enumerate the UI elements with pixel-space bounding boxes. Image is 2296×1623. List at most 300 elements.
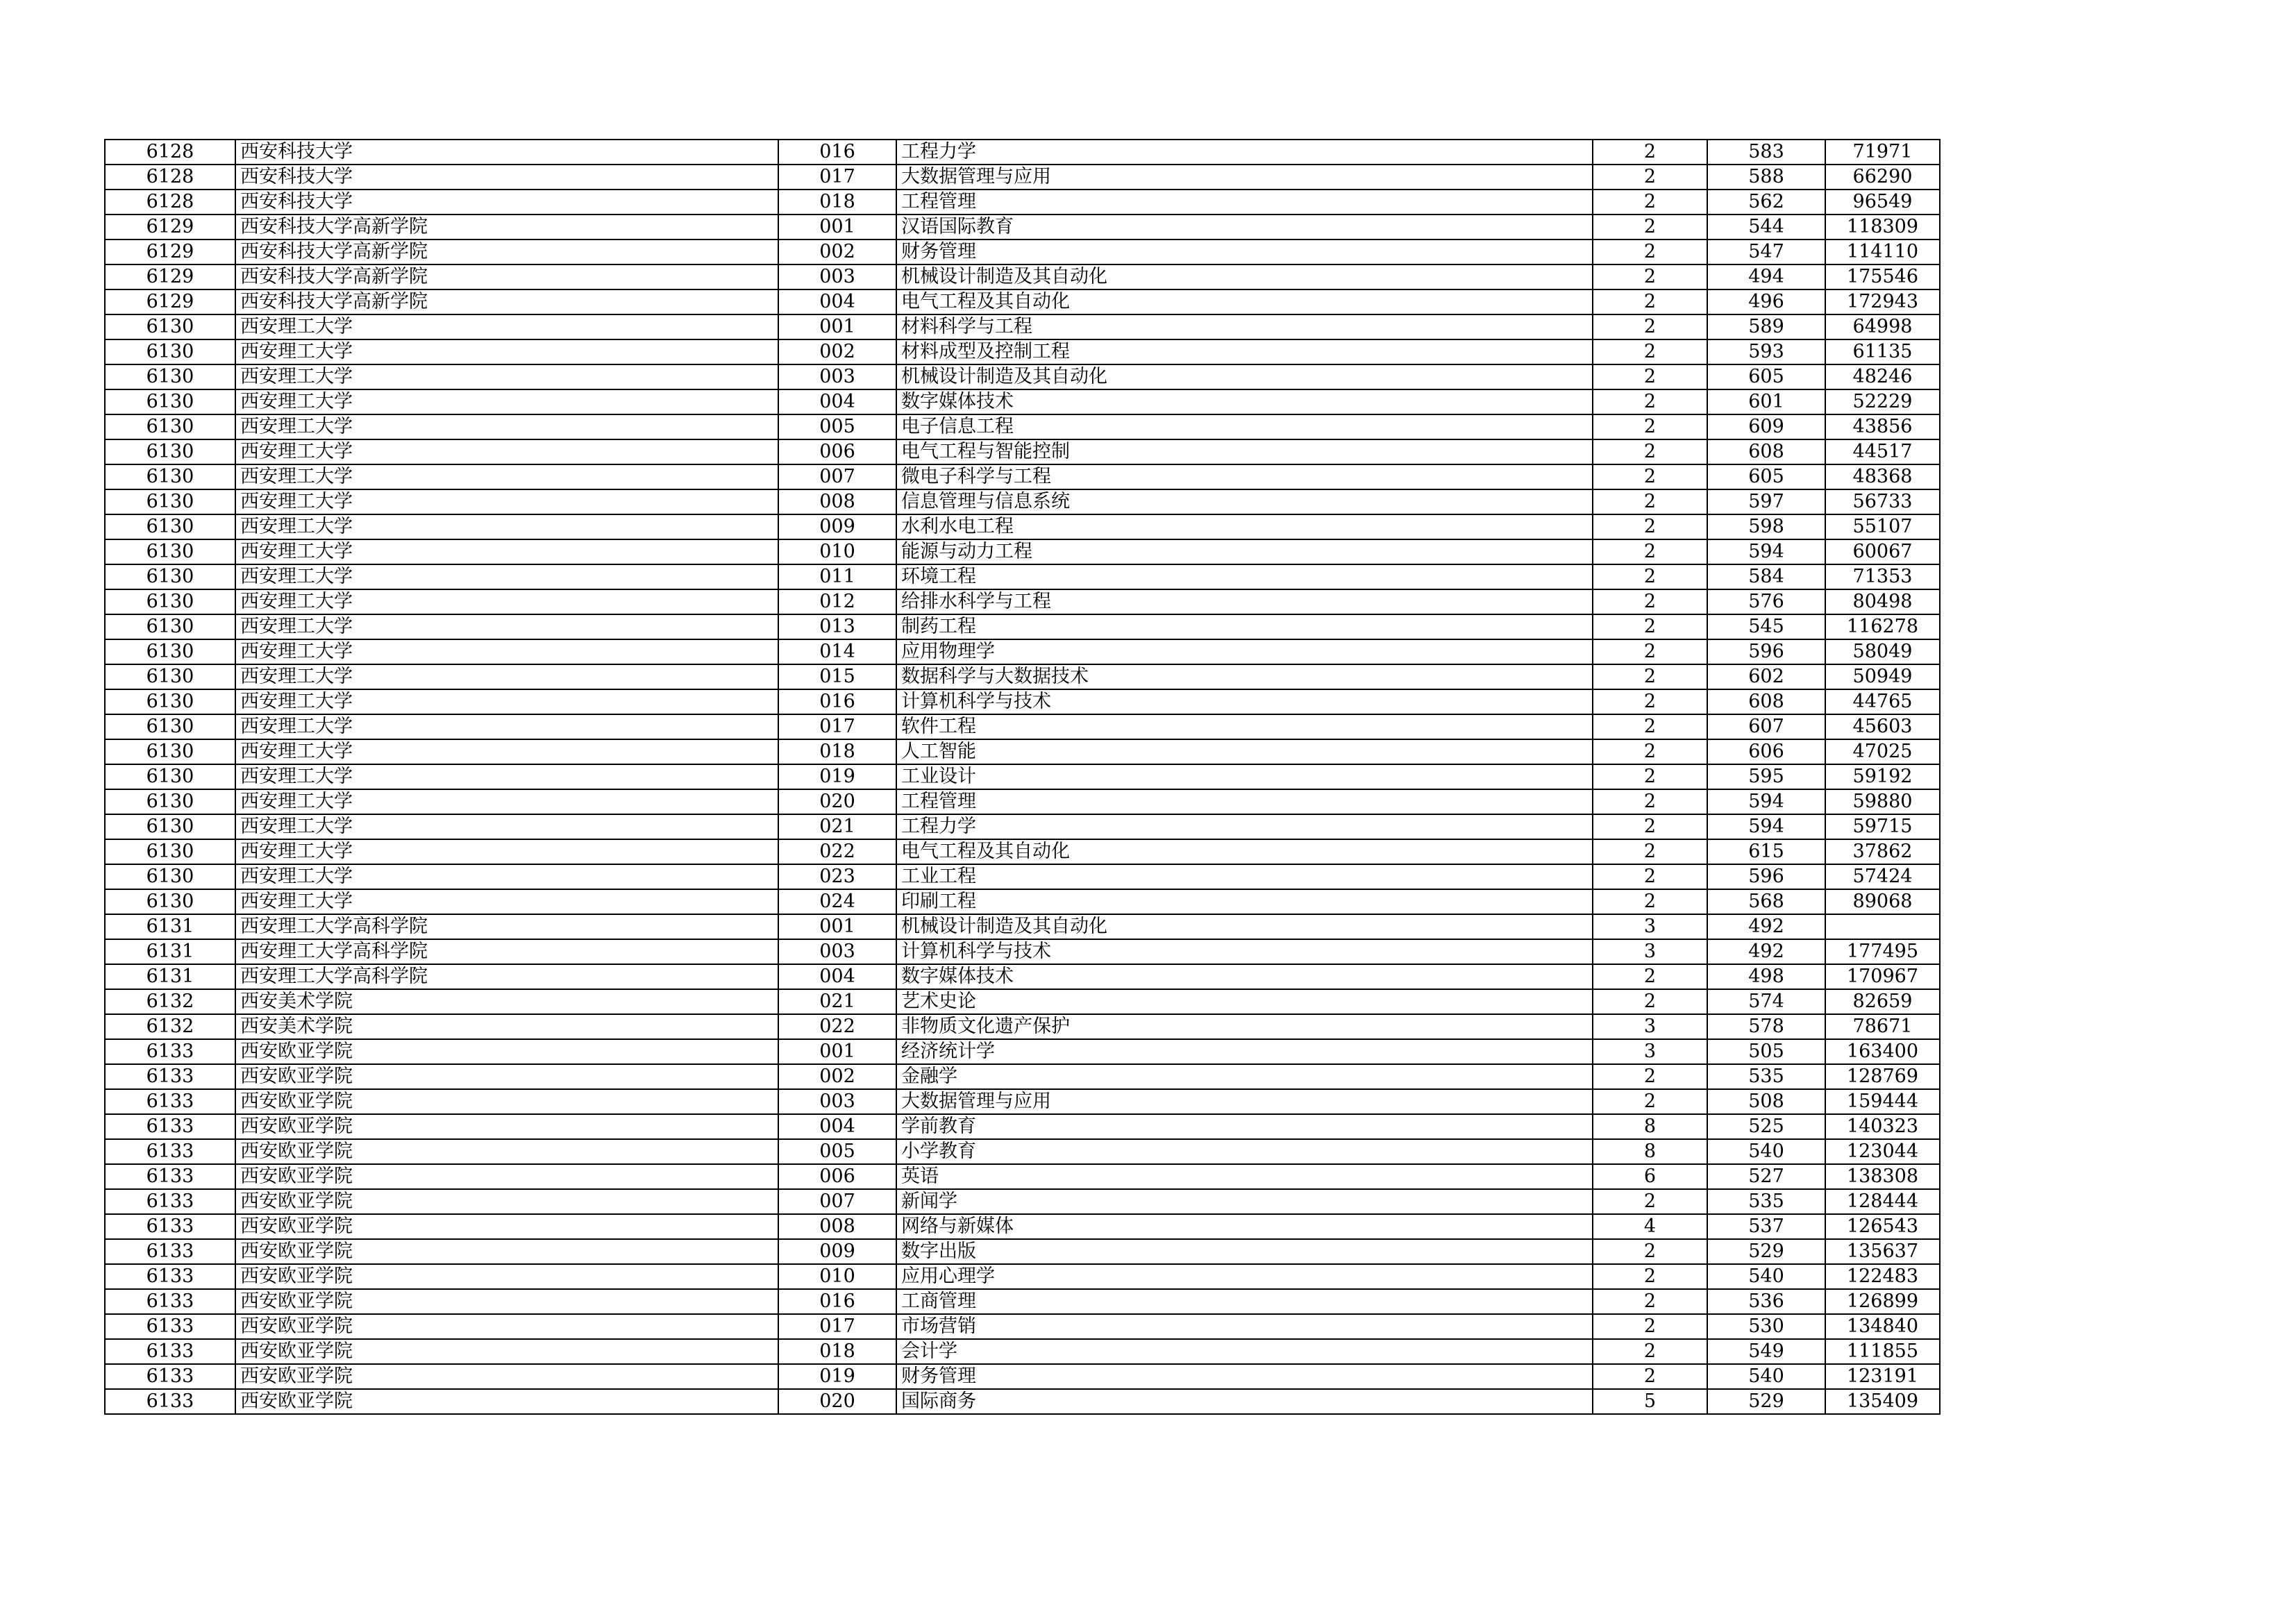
major-name-cell: 经济统计学 <box>896 1039 1593 1064</box>
school-name-cell: 西安理工大学 <box>235 514 778 539</box>
school-code-cell: 6132 <box>105 989 235 1014</box>
plan-count-cell: 2 <box>1593 364 1707 389</box>
major-code-cell: 003 <box>778 264 896 289</box>
major-code-cell: 018 <box>778 739 896 764</box>
school-name-cell: 西安欧亚学院 <box>235 1239 778 1264</box>
min-rank-cell: 128769 <box>1825 1064 1940 1089</box>
major-name-cell: 工程力学 <box>896 140 1593 165</box>
table-row <box>105 1314 1940 1339</box>
min-score-cell: 568 <box>1707 889 1825 914</box>
plan-count-cell: 2 <box>1593 389 1707 414</box>
school-code-cell: 6133 <box>105 1364 235 1389</box>
school-code-cell: 6132 <box>105 1014 235 1039</box>
major-code-cell: 004 <box>778 389 896 414</box>
table-row <box>105 1289 1940 1314</box>
major-code-cell: 010 <box>778 539 896 564</box>
school-name-cell: 西安欧亚学院 <box>235 1214 778 1239</box>
school-code-cell: 6130 <box>105 714 235 739</box>
plan-count-cell: 2 <box>1593 1264 1707 1289</box>
major-name-cell: 英语 <box>896 1164 1593 1189</box>
min-rank-cell: 71971 <box>1825 140 1940 165</box>
min-rank-cell: 44517 <box>1825 439 1940 464</box>
school-name-cell: 西安欧亚学院 <box>235 1189 778 1214</box>
plan-count-cell: 2 <box>1593 1364 1707 1389</box>
table-row <box>105 1214 1940 1239</box>
table-row <box>105 215 1940 239</box>
table-row <box>105 514 1940 539</box>
plan-count-cell: 2 <box>1593 140 1707 165</box>
major-code-cell: 013 <box>778 614 896 639</box>
min-score-cell: 544 <box>1707 215 1825 239</box>
school-name-cell: 西安理工大学 <box>235 439 778 464</box>
plan-count-cell: 5 <box>1593 1389 1707 1414</box>
school-code-cell: 6130 <box>105 439 235 464</box>
min-rank-cell: 128444 <box>1825 1189 1940 1214</box>
plan-count-cell: 2 <box>1593 564 1707 589</box>
min-rank-cell: 47025 <box>1825 739 1940 764</box>
school-code-cell: 6133 <box>105 1389 235 1414</box>
plan-count-cell: 2 <box>1593 264 1707 289</box>
min-rank-cell: 66290 <box>1825 165 1940 190</box>
min-score-cell: 597 <box>1707 489 1825 514</box>
school-code-cell: 6128 <box>105 165 235 190</box>
min-rank-cell: 57424 <box>1825 864 1940 889</box>
major-code-cell: 022 <box>778 1014 896 1039</box>
table-row <box>105 1239 1940 1264</box>
school-code-cell: 6130 <box>105 789 235 814</box>
table-row <box>105 414 1940 439</box>
major-name-cell: 会计学 <box>896 1339 1593 1364</box>
min-score-cell: 529 <box>1707 1389 1825 1414</box>
major-name-cell: 汉语国际教育 <box>896 215 1593 239</box>
major-code-cell: 003 <box>778 939 896 964</box>
major-code-cell: 008 <box>778 1214 896 1239</box>
plan-count-cell: 2 <box>1593 239 1707 264</box>
min-score-cell: 605 <box>1707 464 1825 489</box>
plan-count-cell: 2 <box>1593 864 1707 889</box>
plan-count-cell: 6 <box>1593 1164 1707 1189</box>
min-score-cell: 589 <box>1707 314 1825 339</box>
min-rank-cell: 64998 <box>1825 314 1940 339</box>
table-row <box>105 314 1940 339</box>
table-row <box>105 889 1940 914</box>
major-name-cell: 机械设计制造及其自动化 <box>896 364 1593 389</box>
table-row <box>105 589 1940 614</box>
major-code-cell: 004 <box>778 289 896 314</box>
table-row <box>105 1064 1940 1089</box>
min-score-cell: 508 <box>1707 1089 1825 1114</box>
school-code-cell: 6130 <box>105 339 235 364</box>
plan-count-cell: 2 <box>1593 1064 1707 1089</box>
min-score-cell: 540 <box>1707 1139 1825 1164</box>
min-score-cell: 583 <box>1707 140 1825 165</box>
major-name-cell: 财务管理 <box>896 239 1593 264</box>
school-name-cell: 西安美术学院 <box>235 989 778 1014</box>
school-name-cell: 西安科技大学高新学院 <box>235 215 778 239</box>
min-score-cell: 607 <box>1707 714 1825 739</box>
school-name-cell: 西安欧亚学院 <box>235 1264 778 1289</box>
min-score-cell: 602 <box>1707 664 1825 689</box>
major-code-cell: 022 <box>778 839 896 864</box>
school-code-cell: 6130 <box>105 639 235 664</box>
plan-count-cell: 2 <box>1593 964 1707 989</box>
major-name-cell: 计算机科学与技术 <box>896 689 1593 714</box>
school-name-cell: 西安理工大学 <box>235 539 778 564</box>
table-row <box>105 439 1940 464</box>
school-name-cell: 西安欧亚学院 <box>235 1089 778 1114</box>
plan-count-cell: 2 <box>1593 889 1707 914</box>
table-row <box>105 464 1940 489</box>
major-code-cell: 009 <box>778 514 896 539</box>
table-row <box>105 964 1940 989</box>
school-code-cell: 6130 <box>105 764 235 789</box>
major-code-cell: 012 <box>778 589 896 614</box>
min-score-cell: 527 <box>1707 1164 1825 1189</box>
school-code-cell: 6130 <box>105 864 235 889</box>
school-name-cell: 西安理工大学 <box>235 464 778 489</box>
plan-count-cell: 2 <box>1593 664 1707 689</box>
major-code-cell: 002 <box>778 339 896 364</box>
school-code-cell: 6133 <box>105 1264 235 1289</box>
major-name-cell: 环境工程 <box>896 564 1593 589</box>
school-code-cell: 6133 <box>105 1239 235 1264</box>
major-name-cell: 微电子科学与工程 <box>896 464 1593 489</box>
major-code-cell: 017 <box>778 165 896 190</box>
admission-table <box>104 139 1941 1415</box>
min-score-cell: 498 <box>1707 964 1825 989</box>
school-name-cell: 西安理工大学 <box>235 364 778 389</box>
table-row <box>105 939 1940 964</box>
plan-count-cell: 2 <box>1593 1339 1707 1364</box>
min-rank-cell: 60067 <box>1825 539 1940 564</box>
table-row <box>105 839 1940 864</box>
school-code-cell: 6130 <box>105 814 235 839</box>
plan-count-cell: 3 <box>1593 914 1707 939</box>
school-name-cell: 西安欧亚学院 <box>235 1114 778 1139</box>
school-code-cell: 6133 <box>105 1214 235 1239</box>
major-code-cell: 017 <box>778 714 896 739</box>
major-name-cell: 印刷工程 <box>896 889 1593 914</box>
min-rank-cell: 111855 <box>1825 1339 1940 1364</box>
major-code-cell: 004 <box>778 964 896 989</box>
major-name-cell: 材料科学与工程 <box>896 314 1593 339</box>
major-name-cell: 市场营销 <box>896 1314 1593 1339</box>
min-score-cell: 596 <box>1707 639 1825 664</box>
plan-count-cell: 8 <box>1593 1114 1707 1139</box>
min-score-cell: 596 <box>1707 864 1825 889</box>
plan-count-cell: 2 <box>1593 514 1707 539</box>
plan-count-cell: 2 <box>1593 1314 1707 1339</box>
major-name-cell: 数字媒体技术 <box>896 389 1593 414</box>
table-body <box>105 140 1940 1414</box>
min-rank-cell: 78671 <box>1825 1014 1940 1039</box>
min-rank-cell: 59880 <box>1825 789 1940 814</box>
major-code-cell: 020 <box>778 1389 896 1414</box>
table-row <box>105 1114 1940 1139</box>
plan-count-cell: 2 <box>1593 714 1707 739</box>
school-name-cell: 西安理工大学 <box>235 839 778 864</box>
plan-count-cell: 2 <box>1593 789 1707 814</box>
min-rank-cell: 59715 <box>1825 814 1940 839</box>
plan-count-cell: 2 <box>1593 689 1707 714</box>
plan-count-cell: 2 <box>1593 989 1707 1014</box>
major-code-cell: 011 <box>778 564 896 589</box>
major-name-cell: 给排水科学与工程 <box>896 589 1593 614</box>
table-row <box>105 1014 1940 1039</box>
table-row <box>105 689 1940 714</box>
major-name-cell: 大数据管理与应用 <box>896 1089 1593 1114</box>
min-score-cell: 609 <box>1707 414 1825 439</box>
plan-count-cell: 2 <box>1593 814 1707 839</box>
plan-count-cell: 2 <box>1593 839 1707 864</box>
major-code-cell: 019 <box>778 1364 896 1389</box>
table-row <box>105 739 1940 764</box>
school-name-cell: 西安欧亚学院 <box>235 1314 778 1339</box>
min-rank-cell: 43856 <box>1825 414 1940 439</box>
school-name-cell: 西安理工大学 <box>235 339 778 364</box>
min-score-cell: 608 <box>1707 689 1825 714</box>
min-rank-cell: 48246 <box>1825 364 1940 389</box>
table-row <box>105 190 1940 215</box>
major-name-cell: 学前教育 <box>896 1114 1593 1139</box>
plan-count-cell: 2 <box>1593 289 1707 314</box>
plan-count-cell: 3 <box>1593 939 1707 964</box>
school-code-cell: 6130 <box>105 464 235 489</box>
school-code-cell: 6130 <box>105 514 235 539</box>
school-code-cell: 6133 <box>105 1039 235 1064</box>
min-score-cell: 547 <box>1707 239 1825 264</box>
major-name-cell: 水利水电工程 <box>896 514 1593 539</box>
plan-count-cell: 2 <box>1593 489 1707 514</box>
min-score-cell: 574 <box>1707 989 1825 1014</box>
school-name-cell: 西安欧亚学院 <box>235 1289 778 1314</box>
school-code-cell: 6133 <box>105 1339 235 1364</box>
table-row <box>105 664 1940 689</box>
school-name-cell: 西安欧亚学院 <box>235 1139 778 1164</box>
min-score-cell: 594 <box>1707 814 1825 839</box>
major-name-cell: 电气工程与智能控制 <box>896 439 1593 464</box>
plan-count-cell: 2 <box>1593 464 1707 489</box>
school-code-cell: 6130 <box>105 839 235 864</box>
school-code-cell: 6133 <box>105 1164 235 1189</box>
major-code-cell: 001 <box>778 215 896 239</box>
min-rank-cell: 134840 <box>1825 1314 1940 1339</box>
school-name-cell: 西安理工大学 <box>235 789 778 814</box>
major-name-cell: 能源与动力工程 <box>896 539 1593 564</box>
min-score-cell: 540 <box>1707 1364 1825 1389</box>
plan-count-cell: 4 <box>1593 1214 1707 1239</box>
min-score-cell: 605 <box>1707 364 1825 389</box>
school-code-cell: 6130 <box>105 389 235 414</box>
table-row <box>105 1339 1940 1364</box>
school-code-cell: 6129 <box>105 289 235 314</box>
plan-count-cell: 2 <box>1593 414 1707 439</box>
major-code-cell: 018 <box>778 1339 896 1364</box>
plan-count-cell: 2 <box>1593 190 1707 215</box>
major-code-cell: 002 <box>778 239 896 264</box>
min-score-cell: 594 <box>1707 539 1825 564</box>
plan-count-cell: 2 <box>1593 1239 1707 1264</box>
plan-count-cell: 8 <box>1593 1139 1707 1164</box>
min-rank-cell: 52229 <box>1825 389 1940 414</box>
school-name-cell: 西安理工大学 <box>235 864 778 889</box>
table-row <box>105 639 1940 664</box>
table-row <box>105 864 1940 889</box>
table-row <box>105 1189 1940 1214</box>
school-name-cell: 西安理工大学高科学院 <box>235 964 778 989</box>
table-row <box>105 364 1940 389</box>
min-rank-cell: 177495 <box>1825 939 1940 964</box>
major-code-cell: 019 <box>778 764 896 789</box>
plan-count-cell: 2 <box>1593 1189 1707 1214</box>
school-name-cell: 西安科技大学 <box>235 140 778 165</box>
school-code-cell: 6130 <box>105 564 235 589</box>
school-code-cell: 6130 <box>105 364 235 389</box>
major-code-cell: 024 <box>778 889 896 914</box>
school-name-cell: 西安科技大学高新学院 <box>235 289 778 314</box>
min-rank-cell: 80498 <box>1825 589 1940 614</box>
min-score-cell: 530 <box>1707 1314 1825 1339</box>
plan-count-cell: 2 <box>1593 165 1707 190</box>
min-rank-cell: 82659 <box>1825 989 1940 1014</box>
school-name-cell: 西安理工大学 <box>235 739 778 764</box>
min-rank-cell: 116278 <box>1825 614 1940 639</box>
min-rank-cell: 126543 <box>1825 1214 1940 1239</box>
major-code-cell: 005 <box>778 1139 896 1164</box>
school-code-cell: 6129 <box>105 239 235 264</box>
major-code-cell: 001 <box>778 314 896 339</box>
school-name-cell: 西安欧亚学院 <box>235 1364 778 1389</box>
school-code-cell: 6130 <box>105 314 235 339</box>
major-code-cell: 003 <box>778 1089 896 1114</box>
min-rank-cell: 170967 <box>1825 964 1940 989</box>
min-rank-cell: 159444 <box>1825 1089 1940 1114</box>
school-code-cell: 6131 <box>105 914 235 939</box>
plan-count-cell: 3 <box>1593 1039 1707 1064</box>
school-code-cell: 6128 <box>105 190 235 215</box>
school-code-cell: 6131 <box>105 939 235 964</box>
min-rank-cell <box>1825 914 1940 939</box>
plan-count-cell: 2 <box>1593 764 1707 789</box>
table-row <box>105 140 1940 165</box>
major-name-cell: 计算机科学与技术 <box>896 939 1593 964</box>
min-rank-cell: 175546 <box>1825 264 1940 289</box>
table-row <box>105 1264 1940 1289</box>
major-name-cell: 信息管理与信息系统 <box>896 489 1593 514</box>
school-name-cell: 西安理工大学 <box>235 639 778 664</box>
school-code-cell: 6130 <box>105 889 235 914</box>
min-score-cell: 595 <box>1707 764 1825 789</box>
table-row <box>105 814 1940 839</box>
min-score-cell: 494 <box>1707 264 1825 289</box>
min-score-cell: 536 <box>1707 1289 1825 1314</box>
school-code-cell: 6133 <box>105 1189 235 1214</box>
table-row <box>105 1039 1940 1064</box>
min-score-cell: 601 <box>1707 389 1825 414</box>
school-code-cell: 6128 <box>105 140 235 165</box>
table-row <box>105 789 1940 814</box>
plan-count-cell: 2 <box>1593 1089 1707 1114</box>
min-score-cell: 492 <box>1707 939 1825 964</box>
table-row <box>105 1389 1940 1414</box>
table-row <box>105 264 1940 289</box>
major-name-cell: 制药工程 <box>896 614 1593 639</box>
major-name-cell: 小学教育 <box>896 1139 1593 1164</box>
school-name-cell: 西安理工大学 <box>235 889 778 914</box>
school-code-cell: 6133 <box>105 1289 235 1314</box>
major-name-cell: 工程力学 <box>896 814 1593 839</box>
major-name-cell: 工程管理 <box>896 789 1593 814</box>
min-score-cell: 529 <box>1707 1239 1825 1264</box>
min-score-cell: 535 <box>1707 1064 1825 1089</box>
plan-count-cell: 2 <box>1593 439 1707 464</box>
school-code-cell: 6129 <box>105 264 235 289</box>
min-score-cell: 594 <box>1707 789 1825 814</box>
min-score-cell: 562 <box>1707 190 1825 215</box>
major-name-cell: 电气工程及其自动化 <box>896 289 1593 314</box>
plan-count-cell: 2 <box>1593 215 1707 239</box>
school-code-cell: 6133 <box>105 1064 235 1089</box>
min-score-cell: 593 <box>1707 339 1825 364</box>
school-name-cell: 西安理工大学 <box>235 714 778 739</box>
plan-count-cell: 2 <box>1593 339 1707 364</box>
school-name-cell: 西安欧亚学院 <box>235 1039 778 1064</box>
major-name-cell: 人工智能 <box>896 739 1593 764</box>
major-name-cell: 应用物理学 <box>896 639 1593 664</box>
table-row <box>105 989 1940 1014</box>
major-code-cell: 023 <box>778 864 896 889</box>
min-rank-cell: 58049 <box>1825 639 1940 664</box>
min-rank-cell: 56733 <box>1825 489 1940 514</box>
min-rank-cell: 89068 <box>1825 889 1940 914</box>
min-rank-cell: 45603 <box>1825 714 1940 739</box>
major-name-cell: 数字媒体技术 <box>896 964 1593 989</box>
min-score-cell: 584 <box>1707 564 1825 589</box>
major-name-cell: 国际商务 <box>896 1389 1593 1414</box>
school-code-cell: 6130 <box>105 739 235 764</box>
school-name-cell: 西安科技大学高新学院 <box>235 239 778 264</box>
min-score-cell: 525 <box>1707 1114 1825 1139</box>
school-code-cell: 6130 <box>105 689 235 714</box>
major-name-cell: 机械设计制造及其自动化 <box>896 914 1593 939</box>
min-rank-cell: 122483 <box>1825 1264 1940 1289</box>
school-name-cell: 西安欧亚学院 <box>235 1164 778 1189</box>
school-name-cell: 西安理工大学高科学院 <box>235 939 778 964</box>
table-row <box>105 764 1940 789</box>
school-name-cell: 西安科技大学 <box>235 165 778 190</box>
min-rank-cell: 55107 <box>1825 514 1940 539</box>
major-code-cell: 020 <box>778 789 896 814</box>
min-rank-cell: 61135 <box>1825 339 1940 364</box>
table-row <box>105 714 1940 739</box>
school-name-cell: 西安理工大学 <box>235 664 778 689</box>
school-name-cell: 西安理工大学 <box>235 414 778 439</box>
table-row <box>105 539 1940 564</box>
min-score-cell: 598 <box>1707 514 1825 539</box>
school-name-cell: 西安理工大学 <box>235 389 778 414</box>
major-name-cell: 数据科学与大数据技术 <box>896 664 1593 689</box>
major-name-cell: 新闻学 <box>896 1189 1593 1214</box>
major-name-cell: 电气工程及其自动化 <box>896 839 1593 864</box>
school-code-cell: 6131 <box>105 964 235 989</box>
major-code-cell: 007 <box>778 1189 896 1214</box>
major-name-cell: 艺术史论 <box>896 989 1593 1014</box>
table-row <box>105 1364 1940 1389</box>
major-code-cell: 016 <box>778 140 896 165</box>
plan-count-cell: 2 <box>1593 614 1707 639</box>
major-name-cell: 数字出版 <box>896 1239 1593 1264</box>
school-name-cell: 西安理工大学 <box>235 689 778 714</box>
